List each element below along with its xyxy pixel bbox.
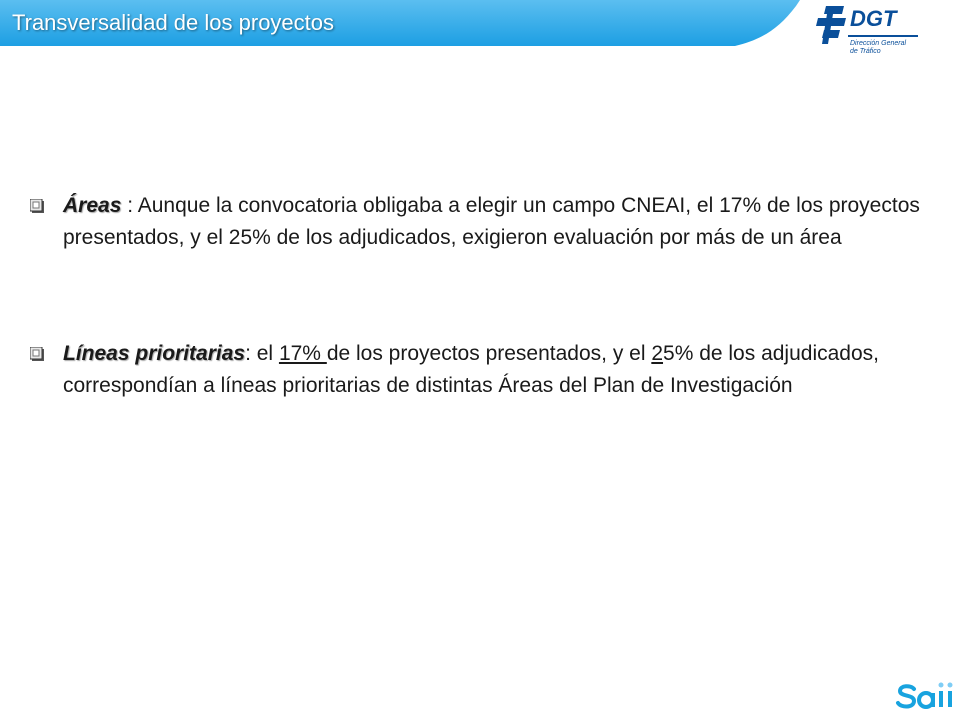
dgt-logo-name: DGT (850, 6, 897, 31)
dgt-cross-icon (814, 4, 848, 44)
checkbox-bullet-icon (30, 199, 44, 213)
bullet-text-areas: : Aunque la convocatoria obligaba a elegir un campo CNEAI, el 17% de los proyectos presentados, y el 25% de los adjudicados, exigieron evaluación por más de un área (63, 194, 920, 249)
dgt-logo-subtitle (850, 40, 910, 56)
dgt-logo-subtitle-line2: de Tráfico (850, 48, 881, 55)
saii-logo (894, 676, 956, 712)
bullet-text-lineas-a: : el (245, 342, 279, 365)
bullet-lineas (30, 338, 935, 402)
page-title: Transversalidad de los proyectos (12, 10, 335, 35)
bullet-list (30, 190, 935, 402)
dgt-logo-rule (848, 35, 918, 37)
bullet-text-lineas-b: de los proyectos presentados, y el (326, 342, 652, 365)
dgt-logo (814, 4, 954, 62)
dgt-logo-subtitle-line1: Dirección General (850, 40, 907, 47)
bullet-text-lineas-c: 5% de los adjudicados, correspondían a líneas prioritarias de distintas Áreas del Plan de Investigación (63, 342, 879, 397)
checkbox-bullet-icon (30, 347, 44, 361)
bullet-underline-2: 2 (651, 342, 664, 365)
bullet-term-lineas: Líneas prioritarias (63, 342, 246, 365)
bullet-underline-17: 17% (278, 342, 327, 365)
bullet-areas (30, 190, 935, 254)
bullet-term-areas: Áreas (63, 194, 122, 217)
